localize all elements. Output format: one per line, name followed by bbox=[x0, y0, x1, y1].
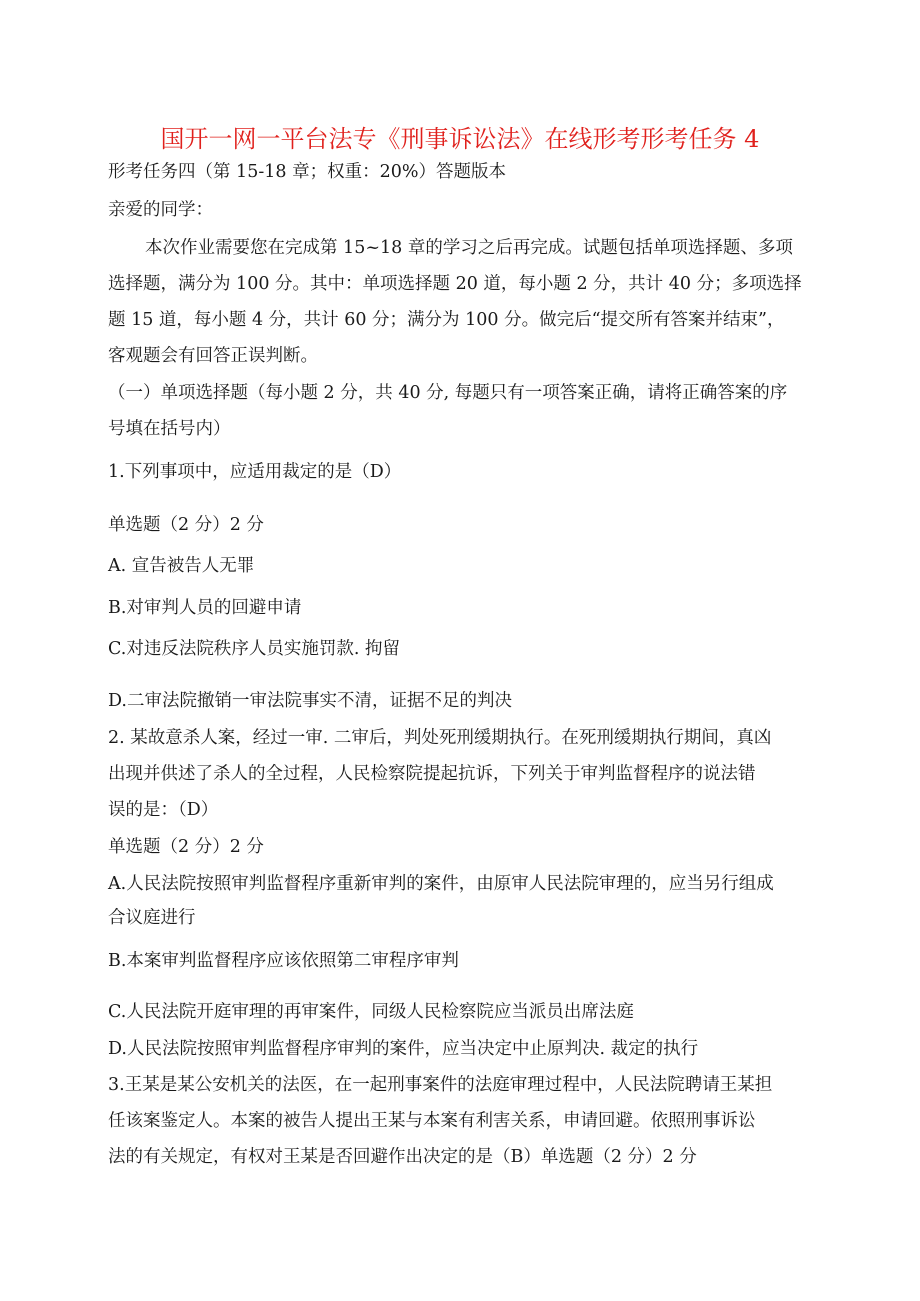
question-2-stem: 出现并供述了杀人的全过程，人民检察院提起抗诉，下列关于审判监督程序的说法错 bbox=[108, 764, 756, 784]
question-2-type: 单选题（2 分）2 分 bbox=[108, 837, 264, 857]
document-title: 国开一网一平台法专《刑事诉讼法》在线形考形考任务 4 bbox=[160, 125, 760, 153]
question-2-option-a: A.人民法院按照审判监督程序重新审判的案件，由原审人民法院审理的，应当另行组成 bbox=[108, 874, 774, 894]
question-2-option-c: C.人民法院开庭审理的再审案件，同级人民检察院应当派员出席法庭 bbox=[108, 1002, 634, 1022]
intro-line: 客观题会有回答正误判断。 bbox=[108, 346, 318, 366]
question-1-option-c: C.对违反法院秩序人员实施罚款. 拘留 bbox=[108, 639, 400, 659]
question-3-stem: 法的有关规定，有权对王某是否回避作出决定的是（B）单选题（2 分）2 分 bbox=[108, 1147, 697, 1167]
question-1-stem: 1.下列事项中，应适用裁定的是（D） bbox=[108, 462, 402, 482]
question-1-type: 单选题（2 分）2 分 bbox=[108, 515, 264, 535]
question-2-option-d: D.人民法院按照审判监督程序审判的案件，应当决定中止原判决. 裁定的执行 bbox=[108, 1039, 699, 1059]
question-2-option-b: B.本案审判监督程序应该依照第二审程序审判 bbox=[108, 951, 459, 971]
question-1-option-d: D.二审法院撤销一审法院事实不清，证据不足的判决 bbox=[108, 691, 512, 711]
question-2-option-a: 合议庭进行 bbox=[108, 908, 196, 928]
section-heading: （一）单项选择题（每小题 2 分，共 40 分, 每题只有一项答案正确，请将正确答案的序 bbox=[108, 383, 788, 403]
question-1-option-a: A. 宣告被告人无罪 bbox=[108, 556, 255, 576]
question-2-stem: 2. 某故意杀人案，经过一审. 二审后，判处死刑缓期执行。在死刑缓期执行期间，真凶 bbox=[108, 728, 772, 748]
document-subtitle: 形考任务四（第 15-18 章；权重：20%）答题版本 bbox=[108, 162, 506, 182]
greeting: 亲爱的同学： bbox=[108, 200, 213, 220]
question-1-option-b: B.对审判人员的回避申请 bbox=[108, 598, 302, 618]
section-heading: 号填在括号内） bbox=[108, 419, 231, 439]
question-3-stem: 任该案鉴定人。本案的被告人提出王某与本案有利害关系，申请回避。依照刑事诉讼 bbox=[108, 1111, 756, 1131]
intro-line: 题 15 道，每小题 4 分，共计 60 分；满分为 100 分。做完后“提交所有答案并结束”， bbox=[108, 310, 785, 330]
question-3-stem: 3.王某是某公安机关的法医，在一起刑事案件的法庭审理过程中，人民法院聘请王某担 bbox=[108, 1075, 773, 1095]
intro-line: 本次作业需要您在完成第 15~18 章的学习之后再完成。试题包括单项选择题、多项 bbox=[145, 238, 793, 258]
question-2-stem: 误的是：（D） bbox=[108, 800, 219, 820]
intro-line: 选择题，满分为 100 分。其中：单项选择题 20 道，每小题 2 分，共计 40 分；多项选择 bbox=[108, 274, 802, 294]
